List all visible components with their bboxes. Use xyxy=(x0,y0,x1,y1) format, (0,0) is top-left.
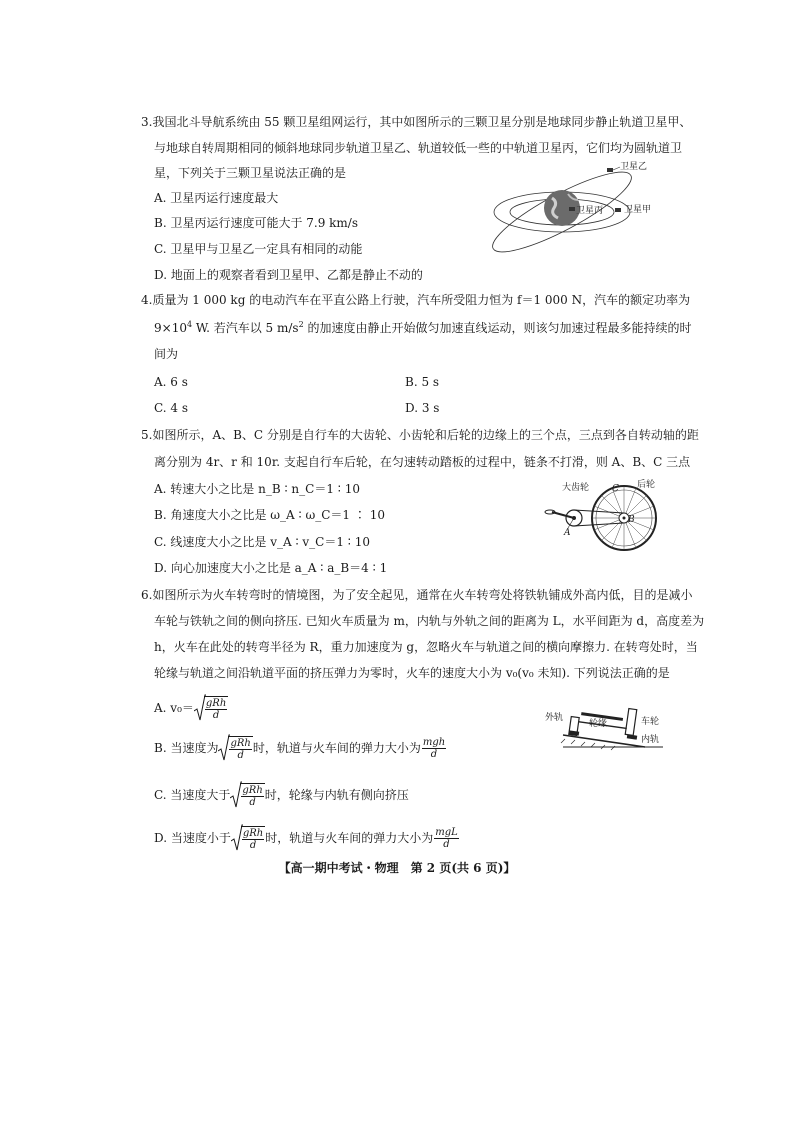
q5-option-d: D. 向心加速度大小之比是 a_A ∶ a_B＝4 ∶ 1 xyxy=(154,561,388,575)
inner-rail-label: 内轨 xyxy=(641,735,660,745)
rear-wheel-label: 后轮 xyxy=(637,480,656,490)
train-curve-figure xyxy=(545,695,665,755)
q3-stem-line2: 与地球自转周期相同的倾斜地球同步轨道卫星乙、轨道较低一些的中轨道卫星丙，它们均为圆轨道卫 xyxy=(154,141,683,155)
q5-option-c: C. 线速度大小之比是 v_A ∶ v_C＝1 ∶ 10 xyxy=(154,535,371,549)
q4-stem-line3: 间为 xyxy=(154,347,179,361)
q6-option-a: A. v₀＝ $\frac{\text{gRh}}{d}$ xyxy=(154,696,228,721)
q6-stem-line4: 轮缘与轨道之间沿轨道平面的挤压弹力为零时，火车的速度大小为 v₀(v₀ 未知). 下列说法正确的是 xyxy=(154,666,670,680)
q3-option-a: A. 卫星丙运行速度最大 xyxy=(154,191,279,205)
q6-option-d: D. 当速度小于 $\frac{\text{gRh}}{d}$ 时，轨道与火车间的弹力大小为 $\frac{\text{mgL}}{d}$ xyxy=(154,827,458,851)
sqrt-expression: $\frac{\text{gRh}}{d}$ xyxy=(194,696,228,721)
q5-stem-line1: 5.如图所示，A、B、C 分别是自行车的大齿轮、小齿轮和后轮的边缘上的三个点，三点到各自转动轴的距 xyxy=(141,428,699,442)
q3-stem-line3: 星，下列关于三颗卫星说法正确的是 xyxy=(154,166,347,180)
satellite-yi-label: 卫星乙 xyxy=(620,162,648,172)
q6-stem-line1: 6.如图所示为火车转弯时的情境图，为了安全起见，通常在火车转弯处将铁轨铺成外高内低，目的是减小 xyxy=(141,588,693,602)
q4-option-b: B. 5 s xyxy=(405,375,440,389)
sqrt-expression: $\frac{\text{gRh}}{d}$ xyxy=(218,736,252,761)
q3-stem-line1: 3.我国北斗导航系统由 55 颗卫星组网运行，其中如图所示的三颗卫星分别是地球同步静止轨道卫星甲、 xyxy=(141,115,692,129)
q4-option-d: D. 3 s xyxy=(405,401,440,415)
point-c-label: C xyxy=(612,484,619,494)
q6-stem-line2: 车轮与铁轨之间的侧向挤压. 已知火车质量为 m，内轨与外轨之间的距离为 L，水平间距为 d，高度差为 xyxy=(154,614,705,628)
sqrt-expression: $\frac{\text{gRh}}{d}$ xyxy=(230,783,264,808)
q5-stem-line2: 离分别为 4r、r 和 10r. 支起自行车后轮，在匀速转动踏板的过程中，链条不打滑，则 A、B、C 三点 xyxy=(154,455,691,469)
satellite-orbits-figure xyxy=(492,160,672,260)
page-footer: 【高一期中考试・物理 第 2 页(共 6 页)】 xyxy=(278,861,516,875)
q5-option-b: B. 角速度大小之比是 ω_A ∶ ω_C＝1 ∶ 10 xyxy=(154,508,385,522)
outer-rail-label: 外轨 xyxy=(545,713,564,723)
point-b-label: B xyxy=(628,515,635,525)
q6-stem-line3: h，火车在此处的转弯半径为 R，重力加速度为 g，忽略火车与轨道之间的横向摩擦力. 在转弯处时，当 xyxy=(154,640,698,654)
big-gear-label: 大齿轮 xyxy=(562,483,590,493)
q6-option-c: C. 当速度大于 $\frac{\text{gRh}}{d}$ 时，轮缘与内轨有侧向挤压 xyxy=(154,783,409,808)
q3-option-b: B. 卫星丙运行速度可能大于 7.9 km/s xyxy=(154,216,359,230)
sqrt-expression: $\frac{\text{gRh}}{d}$ xyxy=(231,826,265,851)
point-a-label: A xyxy=(564,528,571,538)
q4-stem-line2: $9\times 10^4$ W. 若汽车以 5 $m/s^2$ 的加速度由静止开始做匀加速直线运动，则该匀加速过程最多能持续的时 xyxy=(154,320,692,335)
wheel-rim-label: 轮缘 xyxy=(589,719,608,729)
q4-stem-line1: 4.质量为 1 000 kg 的电动汽车在平直公路上行驶，汽车所受阻力恒为 f＝1 000 N，汽车的额定功率为 xyxy=(141,293,691,307)
q4-option-a: A. 6 s xyxy=(154,375,188,389)
wheel-label: 车轮 xyxy=(641,717,660,727)
q5-option-a: A. 转速大小之比是 n_B ∶ n_C＝1 ∶ 10 xyxy=(154,482,360,496)
q3-option-d: D. 地面上的观察者看到卫星甲、乙都是静止不动的 xyxy=(154,268,423,282)
q3-option-c: C. 卫星甲与卫星乙一定具有相同的动能 xyxy=(154,242,363,256)
bicycle-gears-figure xyxy=(542,478,667,558)
satellite-bing-label: 卫星丙 xyxy=(576,206,604,216)
q4-option-c: C. 4 s xyxy=(154,401,188,415)
satellite-jia-label: 卫星甲 xyxy=(624,205,652,215)
q6-option-b: B. 当速度为 $\frac{\text{gRh}}{d}$ 时，轨道与火车间的弹力大小为 $\frac{\text{mgh}}{d}$ xyxy=(154,737,446,761)
